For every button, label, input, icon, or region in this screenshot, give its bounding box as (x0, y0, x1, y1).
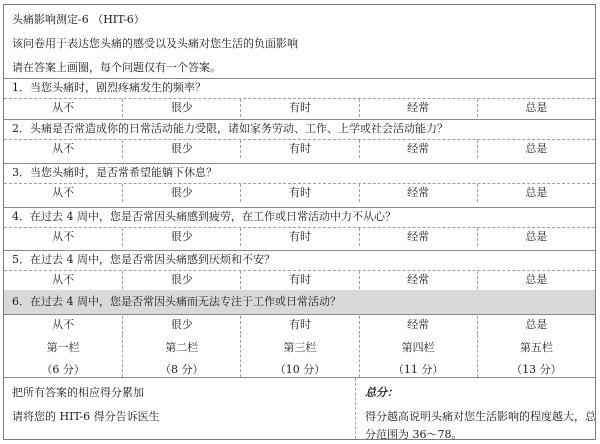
form-title: 头痛影响测定-6 （HIT-6） (12, 13, 145, 26)
option-never[interactable]: 从不 (52, 318, 75, 331)
option-sometimes[interactable]: 有时 (240, 184, 358, 202)
column-label: 第一栏 (46, 341, 80, 354)
question-6: 6．在过去 4 周中，您是否常因头痛而无法专注于工作或日常活动？ (4, 290, 595, 314)
score-footer (4, 377, 595, 439)
score-explanation-line2: 分范围为 36～78。 (365, 428, 463, 441)
column-label: 第五栏 (519, 341, 553, 354)
option-always[interactable]: 总是 (477, 271, 595, 289)
column-2 (122, 335, 240, 377)
option-rarely[interactable]: 很少 (122, 140, 240, 158)
footer-total (355, 378, 595, 439)
answer-row-2 (4, 140, 595, 158)
answer-row-3 (4, 184, 595, 202)
column-label: 第四栏 (401, 341, 435, 354)
question-2: 2．头痛是否常造成你的日常活动能力受限，诸如家务劳动、工作、上学或社会活动能力？ (12, 122, 448, 135)
column-5 (477, 335, 595, 377)
option-sometimes[interactable]: 有时 (240, 140, 358, 158)
column-1 (4, 335, 122, 377)
option-often[interactable]: 经常 (359, 140, 477, 158)
option-never[interactable]: 从不 (52, 273, 75, 286)
option-always[interactable]: 总是 (477, 99, 595, 117)
option-often[interactable]: 经常 (359, 228, 477, 246)
column-score: （11 分） (392, 363, 444, 376)
question-1: 1．当您头痛时，剧烈疼痛发生的频率？ (12, 81, 206, 94)
column-score: （13 分） (511, 363, 562, 376)
answer-row-5 (4, 271, 595, 289)
option-never[interactable]: 从不 (52, 142, 75, 155)
column-label: 第三栏 (283, 341, 317, 354)
option-sometimes[interactable]: 有时 (240, 228, 358, 246)
column-label: 第二栏 (165, 341, 199, 354)
option-often[interactable]: 经常 (359, 271, 477, 289)
total-score-label: 总分： (365, 386, 398, 399)
answer-row-4 (4, 228, 595, 246)
option-rarely[interactable]: 很少 (122, 316, 240, 334)
option-never[interactable]: 从不 (52, 230, 75, 243)
form-instruction: 请在答案上画圈，每个问题仅有一个答案。 (12, 61, 221, 74)
column-score: （6 分） (41, 363, 85, 376)
question-5: 5．在过去 4 周中，您是否常因头痛感到厌烦和不安？ (12, 253, 275, 266)
form-intro: 该问卷用于表达您头痛的感受以及头痛对您生活的负面影响 (12, 37, 298, 50)
option-rarely[interactable]: 很少 (122, 228, 240, 246)
column-3 (240, 335, 358, 377)
option-never[interactable]: 从不 (52, 186, 75, 199)
option-rarely[interactable]: 很少 (122, 271, 240, 289)
hit6-questionnaire (3, 4, 596, 440)
question-4: 4．在过去 4 周中，您是否常因头痛感到疲劳，在工作或日常活动中力不从心？ (12, 210, 396, 223)
column-score: （10 分） (274, 363, 326, 376)
option-often[interactable]: 经常 (359, 316, 477, 334)
option-rarely[interactable]: 很少 (122, 184, 240, 202)
option-always[interactable]: 总是 (477, 228, 595, 246)
option-sometimes[interactable]: 有时 (240, 271, 358, 289)
column-scores (4, 335, 595, 377)
answer-row-1 (4, 99, 595, 117)
tell-doctor-instruction: 请将您的 HIT-6 得分告诉医生 (12, 410, 160, 423)
option-always[interactable]: 总是 (477, 140, 595, 158)
option-sometimes[interactable]: 有时 (240, 316, 358, 334)
option-never[interactable]: 从不 (52, 101, 75, 114)
sum-instruction: 把所有答案的相应得分累加 (12, 386, 144, 399)
question-3: 3．当您头痛时，是否常希望能躺下休息？ (12, 166, 217, 179)
column-score: （8 分） (160, 363, 204, 376)
option-always[interactable]: 总是 (477, 316, 595, 334)
option-rarely[interactable]: 很少 (122, 99, 240, 117)
option-often[interactable]: 经常 (359, 99, 477, 117)
score-explanation-line1: 得分越高说明头痛对您生活影响的程度越大，总 (365, 410, 596, 423)
answer-row-6 (4, 316, 595, 334)
footer-instructions (4, 378, 356, 439)
option-always[interactable]: 总是 (477, 184, 595, 202)
option-sometimes[interactable]: 有时 (240, 99, 358, 117)
column-4 (359, 335, 477, 377)
option-often[interactable]: 经常 (359, 184, 477, 202)
